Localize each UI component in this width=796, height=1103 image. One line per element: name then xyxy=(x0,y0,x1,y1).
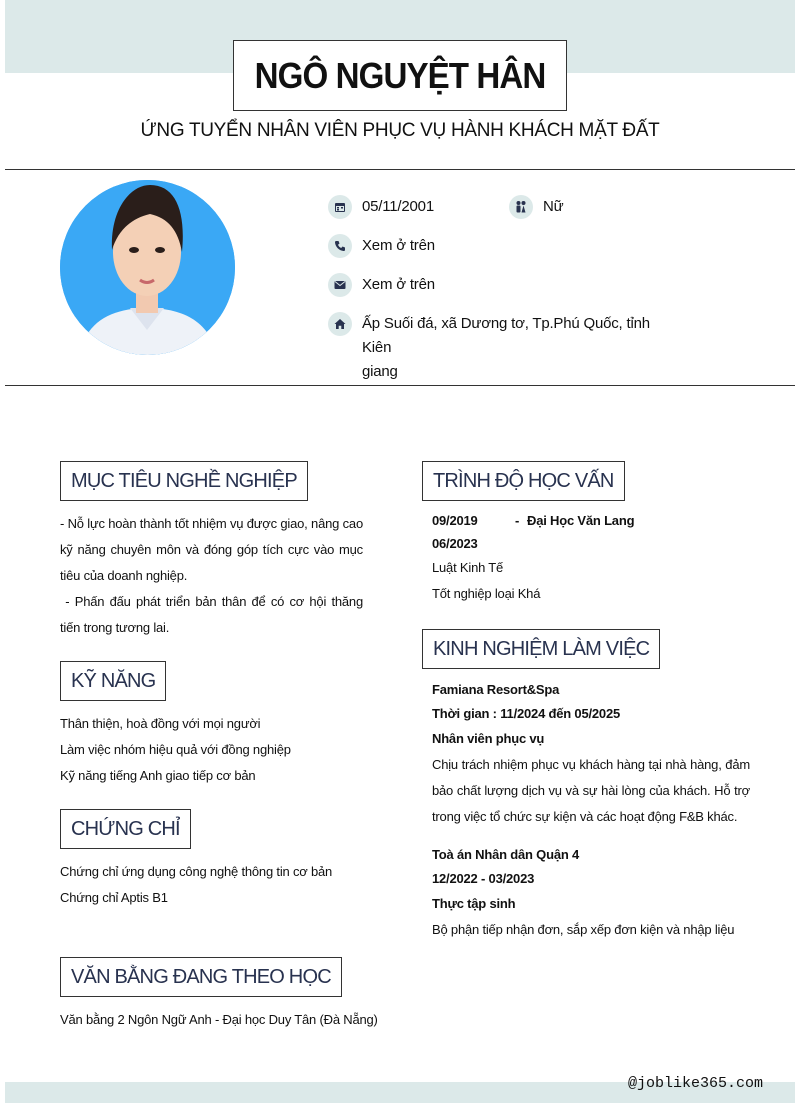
education-period-row xyxy=(432,509,752,533)
degree-heading: VĂN BẰNG ĐANG THEO HỌC xyxy=(60,957,342,997)
candidate-name: NGÔ NGUYỆT HÂN xyxy=(254,54,546,96)
skills-list xyxy=(60,711,380,789)
phone-icon xyxy=(328,234,352,258)
watermark: @joblike365.com xyxy=(628,1075,764,1092)
gender-row xyxy=(509,195,563,219)
avatar-illustration xyxy=(60,180,235,355)
email-text: Xem ở trên xyxy=(362,276,435,293)
certificates-list xyxy=(60,859,380,911)
education-section xyxy=(432,509,752,607)
avatar xyxy=(60,180,235,355)
job-period: 12/2022 - 03/2023 xyxy=(432,871,535,886)
education-dash: - xyxy=(515,513,520,528)
skill-item: Làm việc nhóm hiệu quả với đồng nghiệp xyxy=(60,742,291,757)
certificates-heading: CHỨNG CHỈ xyxy=(60,809,191,849)
divider-bottom xyxy=(5,385,795,386)
experience-heading: KINH NGHIỆM LÀM VIỆC xyxy=(422,629,660,669)
education-start: 09/2019 xyxy=(432,513,478,528)
address-row xyxy=(328,312,682,384)
address-text xyxy=(362,312,682,384)
skill-item: Thân thiện, hoà đồng với mọi người xyxy=(60,716,261,731)
skills-heading: KỸ NĂNG xyxy=(60,661,166,701)
objective-text-1: - Nỗ lực hoàn thành tốt nhiệm vụ được giao, nâng cao kỹ năng chuyên môn và đóng góp tích cực vào mục tiêu của doanh nghiệp. xyxy=(60,516,363,583)
objective-heading: MỤC TIÊU NGHỀ NGHIỆP xyxy=(60,461,308,501)
education-end: 06/2023 xyxy=(432,536,478,551)
education-major: Luật Kinh Tế xyxy=(432,560,504,575)
certificate-item: Chứng chỉ ứng dụng công nghệ thông tin cơ bản xyxy=(60,864,333,879)
job-period: Thời gian : 11/2024 đến 05/2025 xyxy=(432,706,621,721)
job-description: Chịu trách nhiệm phục vụ khách hàng tại nhà hàng, đảm bảo chất lượng dịch vụ và sự hài lòng của khách. Hỗ trợ trong việc tổ chức sự kiện và các hoạt động F&B khác. xyxy=(432,757,750,824)
dob-text: 05/11/2001 xyxy=(362,198,434,215)
phone-row xyxy=(328,234,435,258)
education-school: Đại Học Văn Lang xyxy=(527,513,635,528)
job-role: Thực tập sinh xyxy=(432,896,516,911)
phone-text: Xem ở trên xyxy=(362,237,435,254)
experience-job-2 xyxy=(432,843,750,943)
email-row xyxy=(328,273,435,297)
education-grade: Tốt nghiệp loại Khá xyxy=(432,586,541,601)
calendar-icon xyxy=(328,195,352,219)
objective-text-2: - Phấn đấu phát triển bản thân để có cơ hội thăng tiến trong tương lai. xyxy=(60,594,367,635)
education-heading: TRÌNH ĐỘ HỌC VẤN xyxy=(422,461,625,501)
address-line-1: Ấp Suối đá, xã Dương tơ, Tp.Phú Quốc, tỉnh Kiên xyxy=(362,315,650,356)
job-description: Bộ phận tiếp nhận đơn, sắp xếp đơn kiện và nhập liệu xyxy=(432,922,735,937)
gender-text: Nữ xyxy=(543,198,564,215)
objective-section xyxy=(60,511,367,641)
certificate-item: Chứng chỉ Aptis B1 xyxy=(60,890,168,905)
mail-icon xyxy=(328,273,352,297)
name-box xyxy=(233,40,567,111)
job-title: ỨNG TUYỂN NHÂN VIÊN PHỤC VỤ HÀNH KHÁCH MẶT ĐẤT xyxy=(140,120,660,141)
degree-text: Văn bằng 2 Ngôn Ngữ Anh - Đại học Duy Tân (Đà Nẵng) xyxy=(60,1012,378,1027)
dob-row xyxy=(328,195,434,219)
gender-icon xyxy=(509,195,533,219)
job-company: Toà án Nhân dân Quận 4 xyxy=(432,847,580,862)
job-role: Nhân viên phục vụ xyxy=(432,731,545,746)
experience-job-1 xyxy=(432,678,750,830)
home-icon xyxy=(328,312,352,336)
address-line-2: giang xyxy=(362,363,398,380)
divider-top xyxy=(5,169,795,170)
skill-item: Kỹ năng tiếng Anh giao tiếp cơ bản xyxy=(60,768,256,783)
job-company: Famiana Resort&Spa xyxy=(432,682,560,697)
